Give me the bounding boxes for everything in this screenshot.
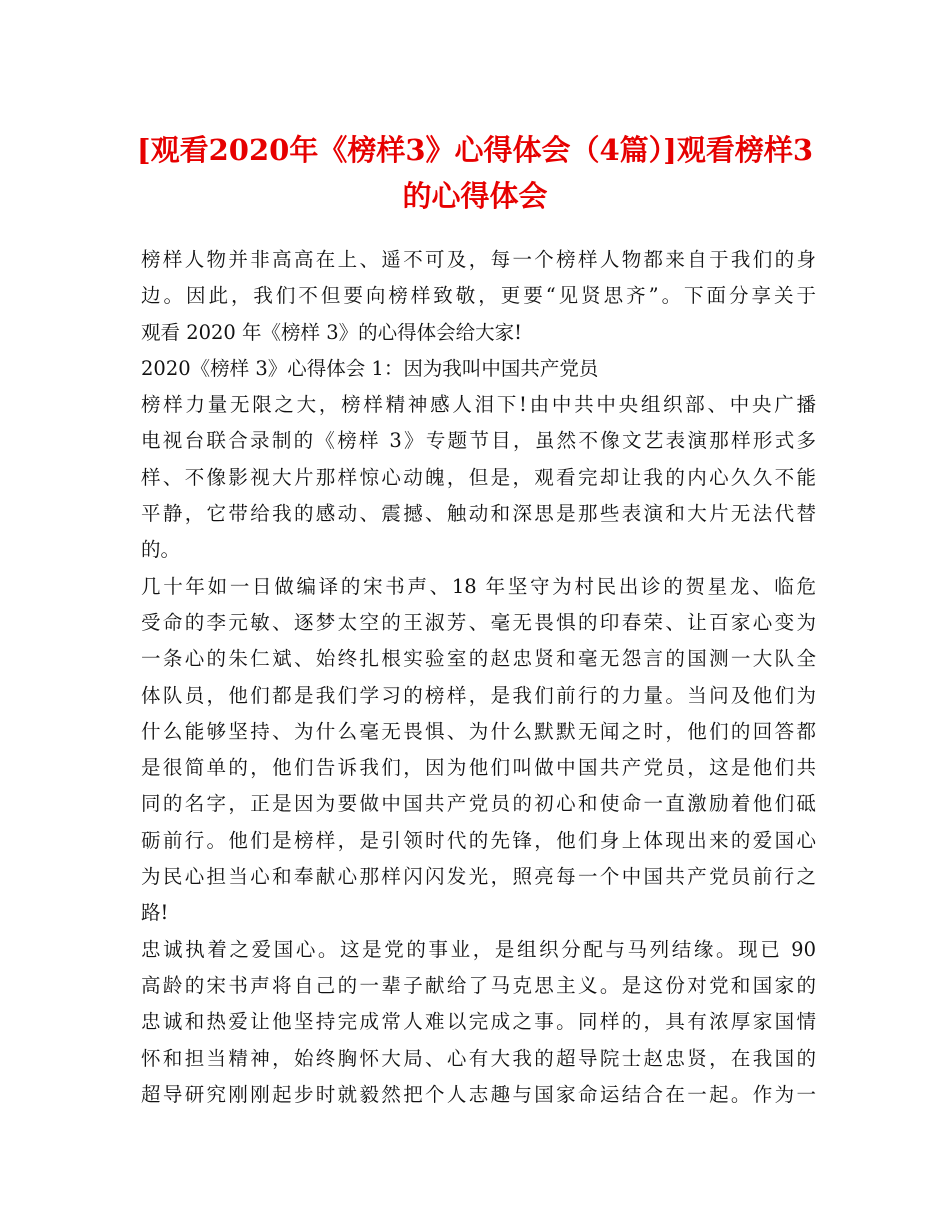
body-line: 几十年如一日做编译的宋书声、18 年坚守为村民出诊的贺星龙、临危: [141, 574, 816, 598]
document-body: [141, 242, 816, 1113]
body-line: 样、不像影视大片那样惊心动魄，但是，观看完却让我的内心久久不能: [141, 465, 816, 489]
body-line: 榜样人物并非高高在上、遥不可及，每一个榜样人物都来自于我们的身: [141, 248, 816, 271]
body-line: 电视台联合录制的《榜样 3》专题节目，虽然不像文艺表演那样形式多: [141, 429, 816, 453]
body-line: 的。: [141, 538, 181, 562]
body-line: 忠诚和热爱让他坚持完成常人难以完成之事。同样的，具有浓厚家国情: [141, 1010, 816, 1034]
body-line: 什么能够坚持、为什么毫无畏惧、为什么默默无闻之时，他们的回答都: [141, 719, 816, 743]
body-line: 2020《榜样 3》心得体会 1：因为我叫中国共产党员: [141, 356, 599, 380]
body-line: 体队员，他们都是我们学习的榜样，是我们前行的力量。当问及他们为: [141, 683, 816, 707]
body-line: 忠诚执着之爱国心。这是党的事业，是组织分配与马列结缘。现已 90: [141, 937, 816, 961]
title-line: 的心得体会: [402, 179, 548, 213]
title-line: [观看2020年《榜样3》心得体会（4篇）]观看榜样3: [136, 133, 814, 167]
body-line: 一条心的朱仁斌、始终扎根实验室的赵忠贤和毫无怨言的国测一大队全: [141, 647, 816, 671]
document-title: [100, 127, 850, 219]
body-line: 平静，它带给我的感动、震撼、触动和深思是那些表演和大片无法代替: [141, 502, 816, 526]
body-line: 是很简单的，他们告诉我们，因为他们叫做中国共产党员，这是他们共: [141, 756, 816, 780]
body-line: 砺前行。他们是榜样，是引领时代的先锋，他们身上体现出来的爱国心: [141, 828, 816, 852]
body-line: 超导研究刚刚起步时就毅然把个人志趣与国家命运结合在一起。作为一: [141, 1082, 816, 1106]
body-line: 榜样力量无限之大，榜样精神感人泪下!由中共中央组织部、中央广播: [141, 393, 816, 417]
body-line: 同的名字，正是因为要做中国共产党员的初心和使命一直激励着他们砥: [141, 792, 816, 816]
body-line: 路!: [141, 901, 169, 925]
body-line: 为民心担当心和奉献心那样闪闪发光，照亮每一个中国共产党员前行之: [141, 865, 816, 889]
body-line: 高龄的宋书声将自己的一辈子献给了马克思主义。是这份对党和国家的: [141, 973, 816, 997]
body-line: 边。因此，我们不但要向榜样致敬，更要“见贤思齐”。下面分享关于: [141, 284, 816, 308]
body-line: 受命的李元敏、逐梦太空的王淑芳、毫无畏惧的印春荣、让百家心变为: [141, 610, 816, 634]
body-line: 怀和担当精神，始终胸怀大局、心有大我的超导院士赵忠贤，在我国的: [141, 1046, 816, 1070]
body-line: 观看 2020 年《榜样 3》的心得体会给大家!: [141, 320, 522, 344]
